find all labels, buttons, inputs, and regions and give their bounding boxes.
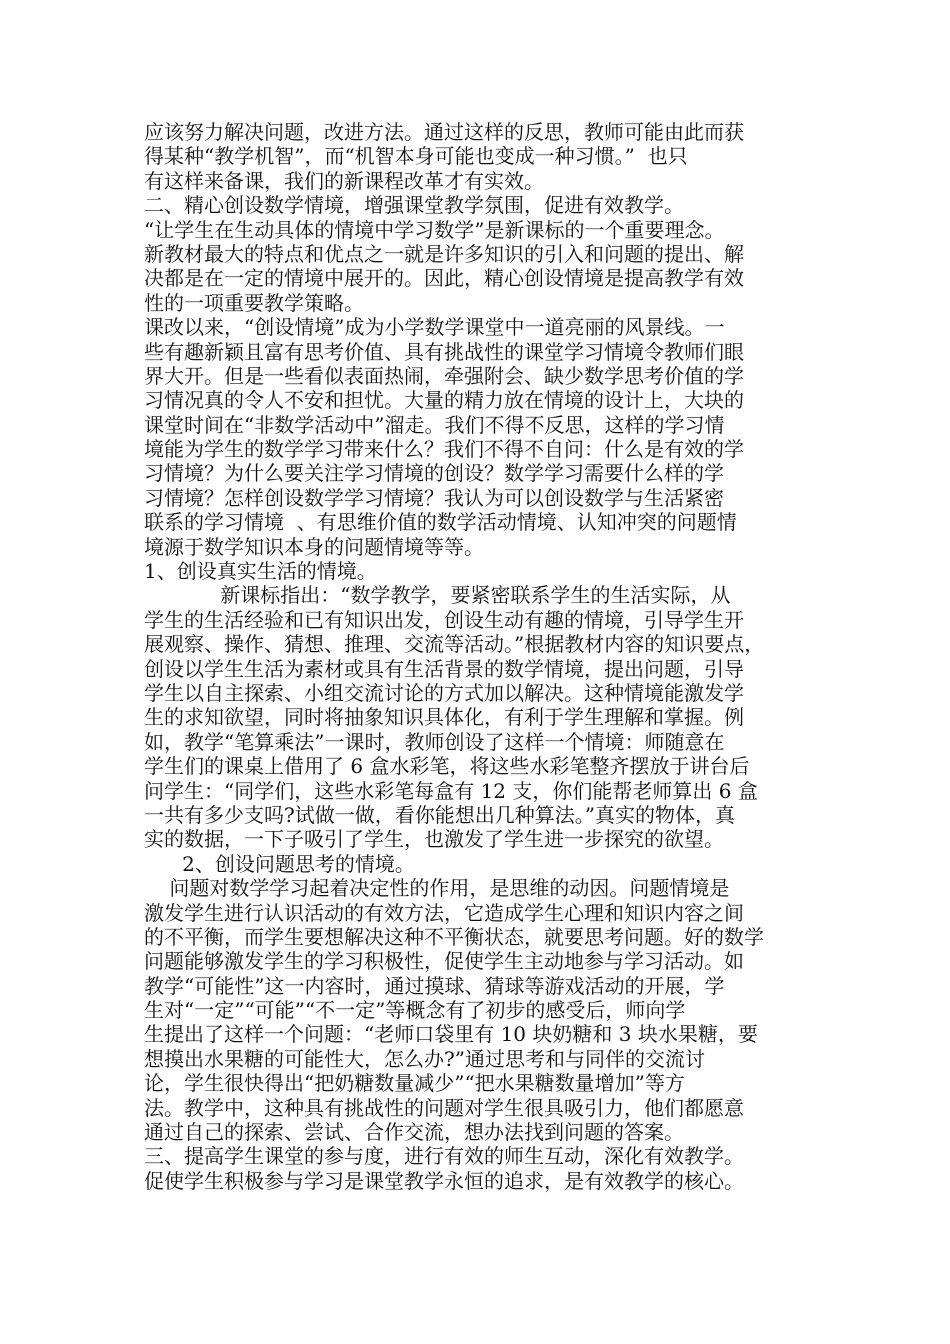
text-line: 实的数据，一下子吸引了学生，也激发了学生进一步探究的欲望。: [144, 827, 724, 852]
text-line: 论，学生很快得出“把奶糖数量减少”“把水果糖数量增加”等方: [144, 1071, 685, 1096]
section-heading: 三、提高学生课堂的参与度，进行有效的师生互动，深化有效教学。: [144, 1144, 744, 1169]
text-line: 教学“可能性”这一内容时，通过摸球、猜球等游戏活动的开展，学: [144, 973, 725, 998]
text-line: 习情境？为什么要关注学习情境的创设？数学学习需要什么样的学: [144, 461, 724, 486]
text-line: 问题对数学学习起着决定性的作用，是思维的动因。问题情境是: [144, 876, 730, 901]
text-line: 一共有多少支吗?试做一做，看你能想出几种算法。”真实的物体，真: [144, 802, 735, 827]
text-line: “让学生在生动具体的情境中学习数学”是新课标的一个重要理念。: [144, 217, 725, 242]
text-line: 决都是在一定的情境中展开的。因此，精心创设情境是提高教学有效: [144, 266, 744, 291]
text-line: 课堂时间在“非数学活动中”溜走。我们不得不反思，这样的学习情: [144, 412, 725, 437]
text-line: 有这样来备课，我们的新课程改革才有实效。: [144, 168, 544, 193]
text-line: 展观察、操作、猜想、推理、交流等活动。”根据教材内容的知识要点，: [144, 632, 765, 657]
text-line: 界大开。但是一些看似表面热闹，牵强附会、缺少数学思考价值的学: [144, 363, 744, 388]
text-line: 境能为学生的数学学习带来什么？我们不得不自问：什么是有效的学: [144, 437, 744, 462]
text-line: 新教材最大的特点和优点之一就是许多知识的引入和问题的提出、解: [144, 241, 744, 266]
text-line: 课改以来，“创设情境”成为小学数学课堂中一道亮丽的风景线。一: [144, 315, 725, 340]
text-line: 应该努力解决问题，改进方法。通过这样的反思，教师可能由此而获: [144, 120, 744, 144]
text-line: 得某种“教学机智”，而“机智本身可能也变成一种习惯。” 也只: [144, 144, 688, 169]
text-line: 如，教学“笔算乘法”一课时，教师创设了这样一个情境：师随意在: [144, 729, 725, 754]
text-line: 学生的生活经验和已有知识出发，创设生动有趣的情境，引导学生开: [144, 607, 744, 632]
text-line: 创设以学生生活为素材或具有生活背景的数学情境，提出问题，引导: [144, 656, 744, 681]
text-line: 法。教学中，这种具有挑战性的问题对学生很具吸引力，他们都愿意: [144, 1095, 744, 1120]
text-line: 通过自己的探索、尝试、合作交流，想办法找到问题的答案。: [144, 1120, 684, 1145]
text-line: 新课标指出：“数学教学，要紧密联系学生的生活实际，从: [144, 583, 731, 608]
text-line: 习情境？怎样创设数学学习情境？我认为可以创设数学与生活紧密: [144, 485, 724, 510]
text-line: 联系的学习情境 、有思维价值的数学活动情境、认知冲突的问题情: [144, 510, 737, 535]
text-line: 些有趣新颖且富有思考价值、具有挑战性的课堂学习情境令教师们眼: [144, 339, 744, 364]
text-line: 生提出了这样一个问题：“老师口袋里有 10 块奶糖和 3 块水果糖，要: [144, 1022, 758, 1047]
text-line: 的不平衡，而学生要想解决这种不平衡状态，就要思考问题。好的数学: [144, 924, 764, 949]
text-line: 生对“一定”“可能”“不一定”等概念有了初步的感受后，师向学: [144, 998, 686, 1023]
text-line: 生的求知欲望，同时将抽象知识具体化，有利于学生理解和掌握。例: [144, 705, 744, 730]
text-line: 想摸出水果糖的可能性大，怎么办?”通过思考和与同伴的交流讨: [144, 1046, 705, 1071]
subsection-heading: 2、创设问题思考的情境。: [144, 851, 415, 876]
text-line: 促使学生积极参与学习是课堂教学永恒的追求，是有效教学的核心。: [144, 1168, 744, 1193]
subsection-heading: 1、创设真实生活的情境。: [144, 559, 377, 584]
text-line: 习情况真的令人不安和担忧。大量的精力放在情境的设计上，大块的: [144, 388, 744, 413]
text-line: 性的一项重要教学策略。: [144, 290, 364, 315]
text-line: 问学生：“同学们，这些水彩笔每盒有 12 支，你们能帮老师算出 6 盒: [144, 778, 758, 803]
document-body: [144, 120, 816, 1193]
text-line: 激发学生进行认识活动的有效方法，它造成学生心理和知识内容之间: [144, 900, 744, 925]
text-line: 学生们的课桌上借用了 6 盒水彩笔，将这些水彩笔整齐摆放于讲台后: [144, 754, 750, 779]
text-line: 学生以自主探索、小组交流讨论的方式加以解决。这种情境能激发学: [144, 680, 744, 705]
text-line: 问题能够激发学生的学习积极性，促使学生主动地参与学习活动。如: [144, 949, 744, 974]
text-line: 境源于数学知识本身的问题情境等等。: [144, 534, 484, 559]
section-heading: 二、精心创设数学情境，增强课堂教学氛围，促进有效教学。: [144, 193, 684, 218]
